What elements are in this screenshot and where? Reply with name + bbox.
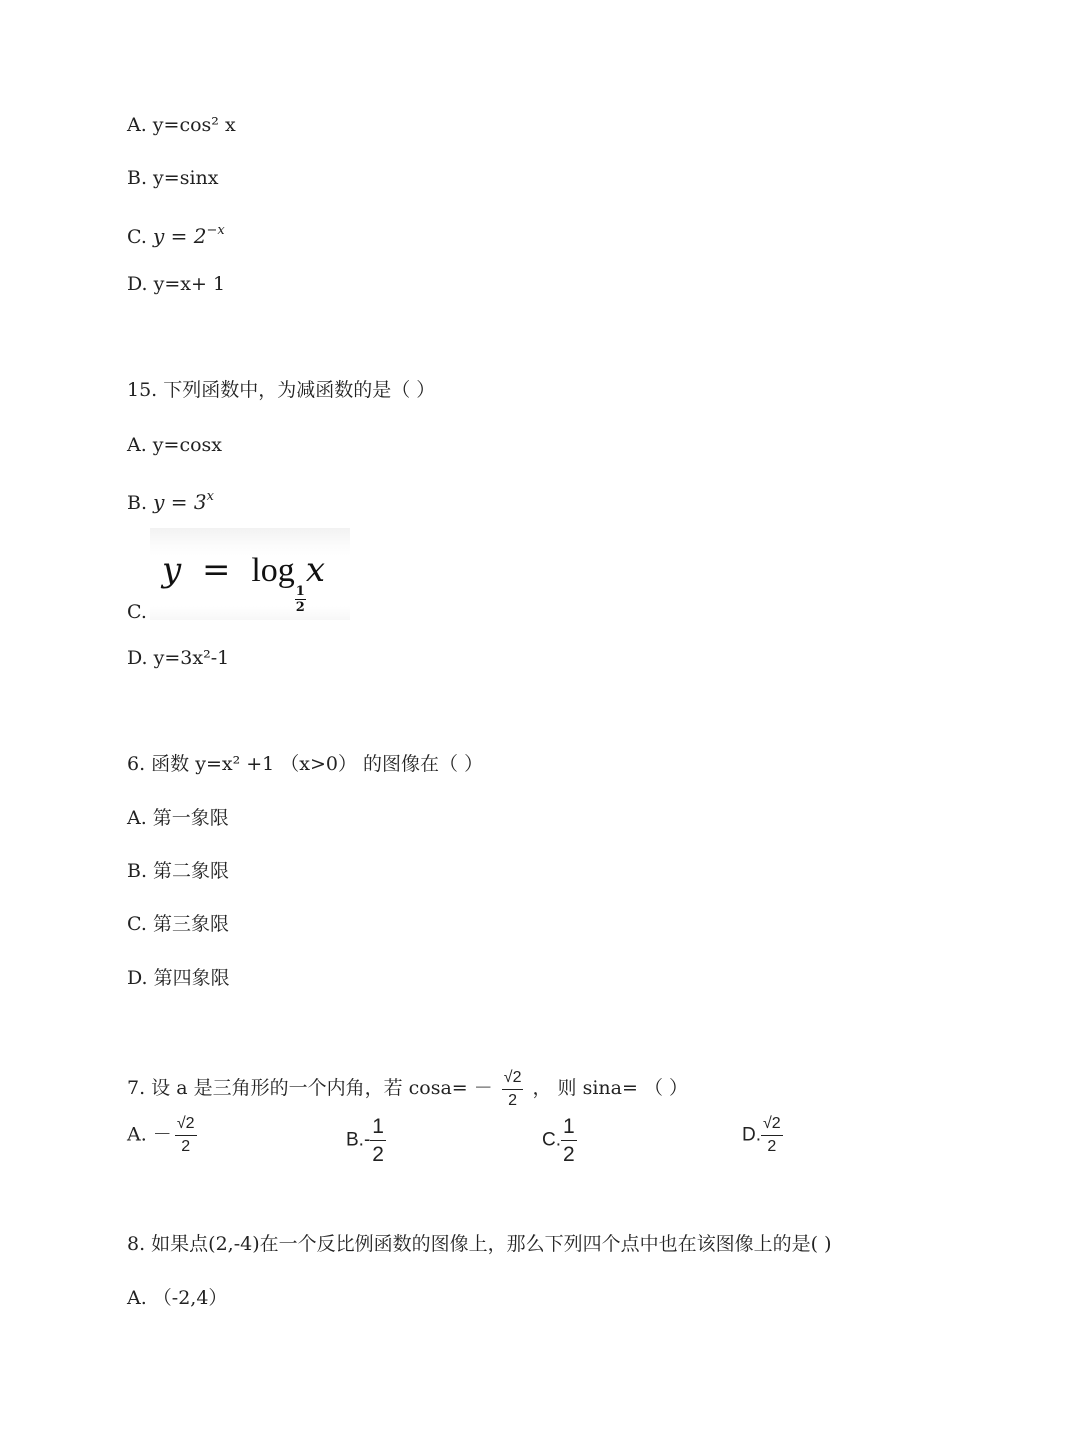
q14-option-d: D. y=x+ 1	[127, 273, 226, 295]
q15-option-b	[127, 485, 214, 515]
q6-option-a: A. 第一象限	[127, 807, 229, 829]
q7-option-a: A. － $\frac{√2}{2}$	[127, 1115, 195, 1155]
q7-stem-text-end: ， 则 sina= （ ）	[532, 1077, 688, 1099]
q7-stem	[127, 1062, 688, 1114]
formula-x: x	[305, 550, 326, 590]
q15-option-b-expr: y = 3	[153, 490, 207, 514]
q6-option-d: D. 第四象限	[127, 967, 230, 989]
q14-option-c-expr: y = 2	[152, 224, 207, 248]
formula-y: y	[162, 550, 182, 590]
q14-option-b: B. y=sinx	[127, 167, 219, 189]
formula-log-base: $\frac{1}{2}$	[295, 584, 305, 615]
q15-stem: 15. 下列函数中，为减函数的是（ ）	[127, 379, 436, 401]
q6-stem: 6. 函数 y=x² +1 （x>0） 的图像在（ ）	[127, 753, 484, 775]
q15-option-a: A. y=cosx	[127, 434, 222, 456]
q6-option-b: B. 第二象限	[127, 860, 230, 882]
q7-stem-fraction: $\frac{√2}{2}$	[503, 1068, 522, 1109]
q15-option-b-exponent: x	[206, 489, 214, 504]
q7-option-c: C. $\frac{1}{2}$	[542, 1115, 575, 1166]
q6-option-c: C. 第三象限	[127, 913, 229, 935]
q14-option-a: A. y=cos² x	[127, 114, 236, 136]
q7-stem-text: 7. 设 a 是三角形的一个内角，若 cosa= －	[127, 1077, 493, 1099]
q14-option-c	[127, 219, 225, 249]
q8-stem: 8. 如果点(2,-4)在一个反比例函数的图像上，那么下列四个点中也在该图像上的是( )	[127, 1233, 832, 1255]
q15-option-c-formula-image	[150, 528, 350, 620]
q8-option-a: A. （-2,4）	[127, 1287, 228, 1309]
q7-option-d: D. $\frac{√2}{2}$	[742, 1115, 781, 1155]
q15-option-d: D. y=3x²-1	[127, 647, 230, 669]
q14-option-c-exponent: −x	[206, 223, 225, 238]
formula-equals: =	[202, 550, 231, 590]
formula-log: log	[251, 552, 295, 589]
q7-option-b: B.- $\frac{1}{2}$	[346, 1115, 384, 1166]
q15-option-b-label: B.	[127, 492, 148, 514]
q15-option-c-label: C.	[127, 601, 147, 623]
q14-option-c-label: C.	[127, 226, 147, 248]
